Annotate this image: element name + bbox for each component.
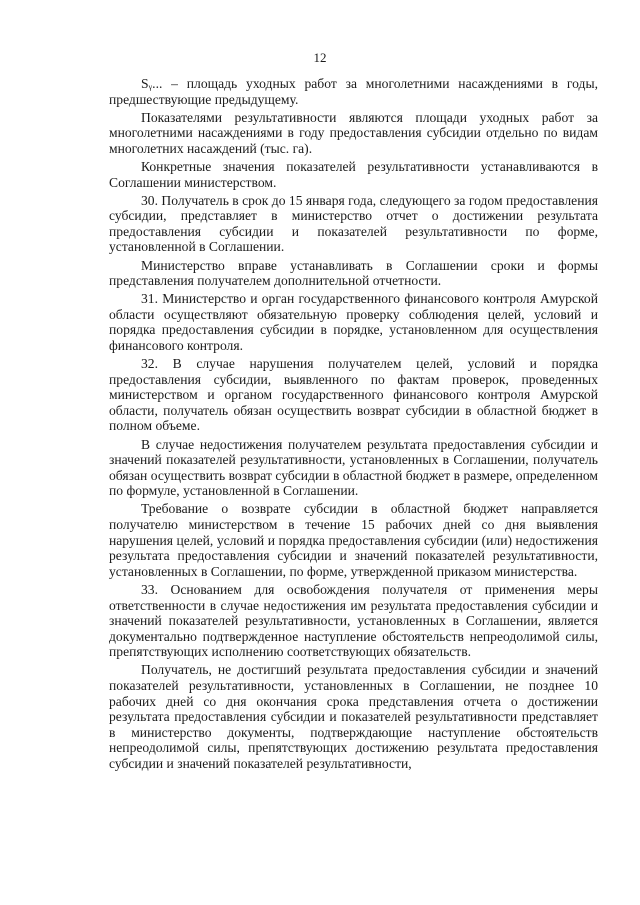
paragraph-performance-indicators: Показателями результативности являются площади уходных работ за многолетними насаждениями в году предоставления субсидии отдельно по видам многолетних насаждений (тыс. га). (109, 109, 598, 156)
paragraph-additional-reporting: Министерство вправе устанавливать в Соглашении сроки и формы представления получателем дополнительной отчетности. (109, 257, 598, 289)
paragraph-refund-demand: Требование о возврате субсидии в областной бюджет направляется получателю министерством в течение 15 рабочих дней со дня выявления нарушения целей, условий и порядка предоставления субсидии (или) недостижения результата предоставления субсидии и значений показателей результативности, установленных в Соглашении, по форме, утвержденной приказом министерства. (109, 501, 598, 579)
paragraph-force-majeure-documents: Получатель, не достигший результата предоставления субсидии и значений показателей результативности, установленных в Соглашении, не позднее 10 рабочих дней со дня окончания срока представления отчета о достижении результата предоставления субсидии и показателей результативности представляет в министерство документы, подтверждающие наступление обстоятельств непреодолимой силы, препятствующих достижению результата предоставления субсидии и значений показателей результативности, (109, 662, 598, 771)
paragraph-item-30: 30. Получатель в срок до 15 января года, следующего за годом предоставления субсидии, представляет в министерство отчет о достижении результата предоставления субсидии и показателей результативности по форме, установленной в Соглашении. (109, 192, 598, 255)
document-body (109, 76, 598, 774)
paragraph-item-33: 33. Основанием для освобождения получателя от применения меры ответственности в случае недостижения им результата предоставления субсидии и значений показателей результативности, установленных в Соглашении, является документально подтвержденное наступление обстоятельств непреодолимой силы, препятствующих исполнению соответствующих обязательств. (109, 581, 598, 660)
paragraph-item-32: 32. В случае нарушения получателем целей, условий и порядка предоставления субсидии, выявленного по фактам проверок, проведенных министерством и органом государственного финансового контроля Амурской области, получатель обязан осуществить возврат субсидии в областной бюджет в полном объеме. (109, 356, 598, 434)
page-number: 12 (313, 50, 327, 65)
paragraph-indicator-values: Конкретные значения показателей результативности устанавливаются в Соглашении министерством. (109, 158, 598, 190)
paragraph-formula-definition: Sᵧ... – площадь уходных работ за многолетними насаждениями в годы, предшествующие предыдущему. (109, 76, 598, 107)
paragraph-non-achievement-refund: В случае недостижения получателем результата предоставления субсидии и значений показателей результативности, установленных в Соглашении, получатель обязан осуществить возврат субсидии в областной бюджет в размере, определенном по формуле, установленной в Соглашении. (109, 436, 598, 499)
paragraph-item-31: 31. Министерство и орган государственного финансового контроля Амурской области осуществляют обязательную проверку соблюдения целей, условий и порядка предоставления субсидии в порядке, установленном для осуществления финансового контроля. (109, 291, 598, 353)
